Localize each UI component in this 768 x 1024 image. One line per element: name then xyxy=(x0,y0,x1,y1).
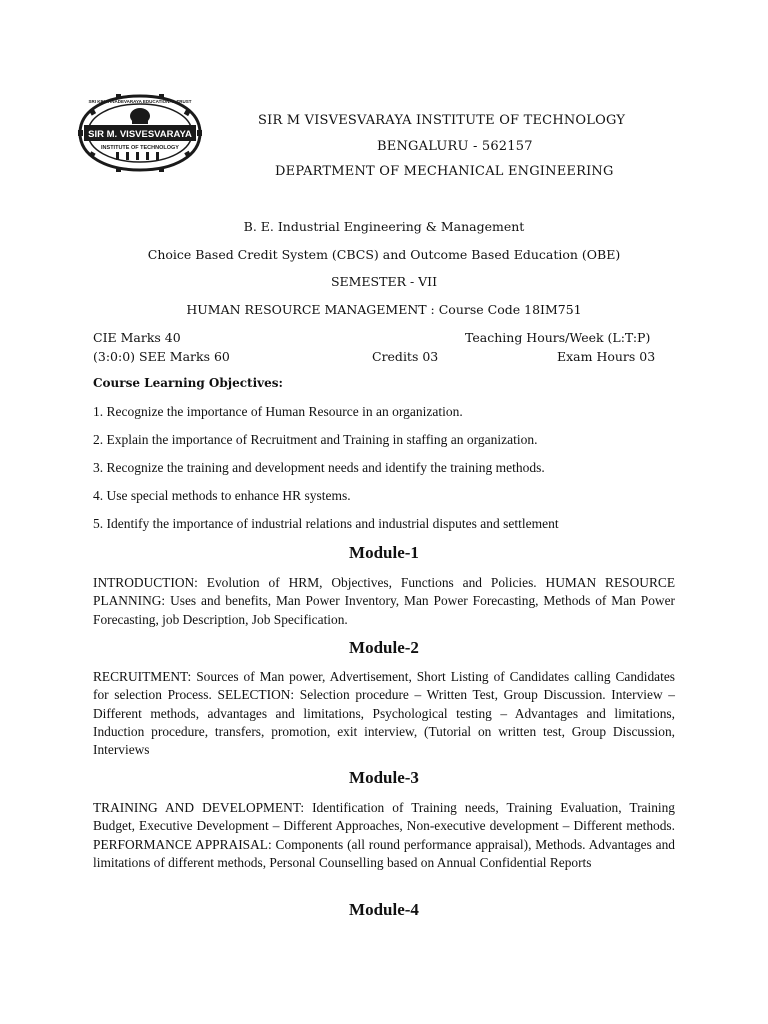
exam-hours: Exam Hours 03 xyxy=(557,349,656,364)
objective-item: 2. Explain the importance of Recruitment and Training in staffing an organization. xyxy=(93,432,538,447)
ltp-see-marks: (3:0:0) SEE Marks 60 xyxy=(93,349,230,364)
module-3-heading: Module-3 xyxy=(349,768,419,787)
objective-item: 3. Recognize the training and development needs and identify the training methods. xyxy=(93,460,545,475)
logo-sub-text: INSTITUTE OF TECHNOLOGY xyxy=(101,145,179,151)
objective-item: 1. Recognize the importance of Human Resource in an organization. xyxy=(93,404,463,419)
cie-marks: CIE Marks 40 xyxy=(93,330,181,345)
scheme-title: Choice Based Credit System (CBCS) and Outcome Based Education (OBE) xyxy=(147,247,621,262)
institute-city: BENGALURU - 562157 xyxy=(377,139,533,154)
module-3-body: TRAINING AND DEVELOPMENT: Identification of Training needs, Training Evaluation, Training Budget, Executive Development – Different Approaches, Non-executive development – Different methods. PERFORMANCE APPRAISAL: Components (all round performance appraisal), Methods. Advantages and limitations of different methods, Personal Counselling based on Annual Confidential Reports xyxy=(93,800,675,870)
semester-title: SEMESTER - VII xyxy=(330,274,438,289)
objective-item: 5. Identify the importance of industrial relations and industrial disputes and settlement xyxy=(93,516,559,531)
institute-logo xyxy=(76,92,204,174)
course-title: HUMAN RESOURCE MANAGEMENT : Course Code 18IM751 xyxy=(186,302,582,317)
credits: Credits 03 xyxy=(372,349,439,364)
module-2-heading: Module-2 xyxy=(349,638,419,657)
module-1-body: INTRODUCTION: Evolution of HRM, Objectives, Functions and Policies. HUMAN RESOURCE PLANNING: Uses and benefits, Man Power Inventory, Man Power Forecasting, Methods of Man Power Forecasting, job Description, Job Specification. xyxy=(93,575,675,627)
module-2-body: RECRUITMENT: Sources of Man power, Advertisement, Short Listing of Candidates calling Candidates for selection Process. SELECTION: Selection procedure – Written Test, Group Discussion. Interview – Different methods, advantages and limitations, Psychological testing – Advantages and limitations, Induction procedure, transfers, promotion, exit interview, (Tutorial on written test, Group Discussion, Interviews xyxy=(93,669,675,758)
objective-item: 4. Use special methods to enhance HR systems. xyxy=(93,488,351,503)
degree-title: B. E. Industrial Engineering & Management xyxy=(243,219,525,234)
institute-name: SIR M VISVESVARAYA INSTITUTE OF TECHNOLOGY xyxy=(258,113,626,128)
department-name: DEPARTMENT OF MECHANICAL ENGINEERING xyxy=(275,164,614,179)
logo-main-text: SIR M. VISVESVARAYA xyxy=(88,129,192,140)
objectives-heading: Course Learning Objectives: xyxy=(93,376,283,390)
teaching-hours: Teaching Hours/Week (L:T:P) xyxy=(465,330,651,345)
module-4-heading: Module-4 xyxy=(349,900,419,919)
logo-top-text: SRI KRISHNADEVARAYA EDUCATIONAL TRUST xyxy=(88,99,192,104)
module-1-heading: Module-1 xyxy=(349,543,419,562)
